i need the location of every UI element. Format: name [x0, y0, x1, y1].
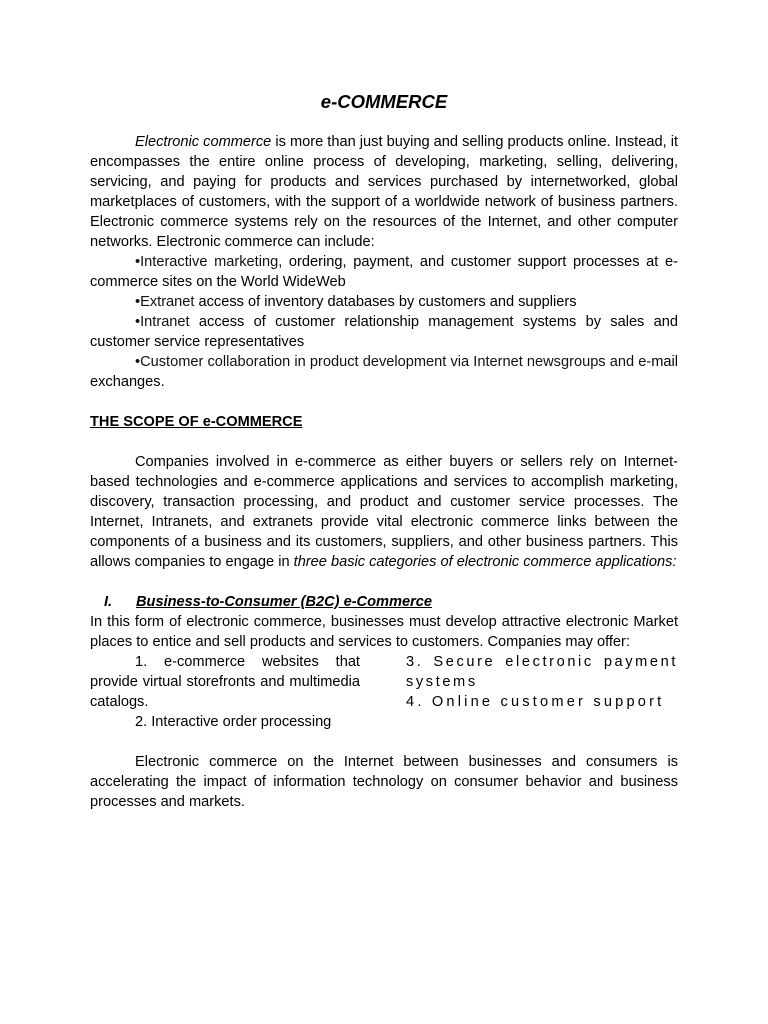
bullet-text: ordering, payment, and customer support processes at e-commerce sites on the World WideWeb	[90, 254, 678, 290]
spacer	[90, 432, 678, 452]
spacer	[90, 732, 678, 752]
offer-item: 2. Interactive order processing	[135, 714, 332, 730]
document-title: e-COMMERCE	[320, 91, 448, 112]
scope-paragraph	[90, 452, 678, 572]
offer-item: 1. e-commerce websites that provide virtual storefronts and multimedia catalogs.	[90, 654, 360, 710]
closing-paragraph: Electronic commerce on the Internet between businesses and consumers is accelerating the impact of information technology on consumer behavior and business processes and markets.	[90, 754, 678, 810]
scope-text: Companies involved in e-commerce as either buyers or sellers rely on Internet-based technologies and e-commerce applications and services to accomplish marketing, discovery, transaction processing, and product and customer service processes. The Internet, Intranets, and extranets provide vital electronic commerce links between the components of a business and its customers, suppliers, and other business partners. This allows companies to engage in	[90, 454, 678, 570]
b2c-heading	[90, 592, 678, 612]
bullet-item	[90, 252, 678, 292]
offer-item: 4. Online customer support	[406, 694, 665, 710]
bullet-lead: •Extranet	[135, 294, 195, 310]
bullet-text: mail exchanges.	[90, 354, 678, 390]
bullet-text: access of inventory databases by customers and suppliers	[194, 294, 577, 310]
b2c-number: I.	[104, 594, 113, 610]
b2c-title: Business-to-Consumer (B2C) e-Commerce	[136, 594, 432, 610]
bullet-text: access of customer relationship management systems by sales and customer service representatives	[90, 314, 678, 350]
spacer	[90, 572, 678, 592]
bullet-lead: •Interactive marketing,	[135, 254, 283, 270]
spacer	[90, 392, 678, 412]
intro-lead: Electronic commerce	[135, 134, 272, 150]
bullet-item	[90, 352, 678, 392]
bullet-lead: •Customer collaboration in product development via Internet newsgroups and e-	[135, 354, 652, 370]
intro-text: is more than just buying and selling products online. Instead, it encompasses the entire online process of developing, marketing, selling, delivering, servicing, and paying for products and services purchased by internetworked, global marketplaces of customers, with the support of a worldwide network of business partners. Electronic commerce systems rely on the resources of the Internet, and other computer networks. Electronic commerce can include:	[90, 134, 678, 250]
scope-italic-tail: three basic categories of electronic commerce applications:	[293, 554, 677, 570]
bullet-lead: •Intranet	[135, 314, 190, 330]
offer-item: 3. Secure electronic payment systems	[406, 654, 678, 690]
bullet-item	[90, 292, 678, 312]
scope-heading: THE SCOPE OF e-COMMERCE	[90, 414, 303, 430]
intro-paragraph	[90, 132, 678, 252]
offers-right-column	[406, 652, 678, 732]
offers-columns	[90, 652, 678, 732]
b2c-paragraph: In this form of electronic commerce, businesses must develop attractive electronic Market places to entice and sell products and services to customers. Companies may offer:	[90, 614, 678, 650]
bullet-item	[90, 312, 678, 352]
offers-left-column	[90, 652, 360, 732]
